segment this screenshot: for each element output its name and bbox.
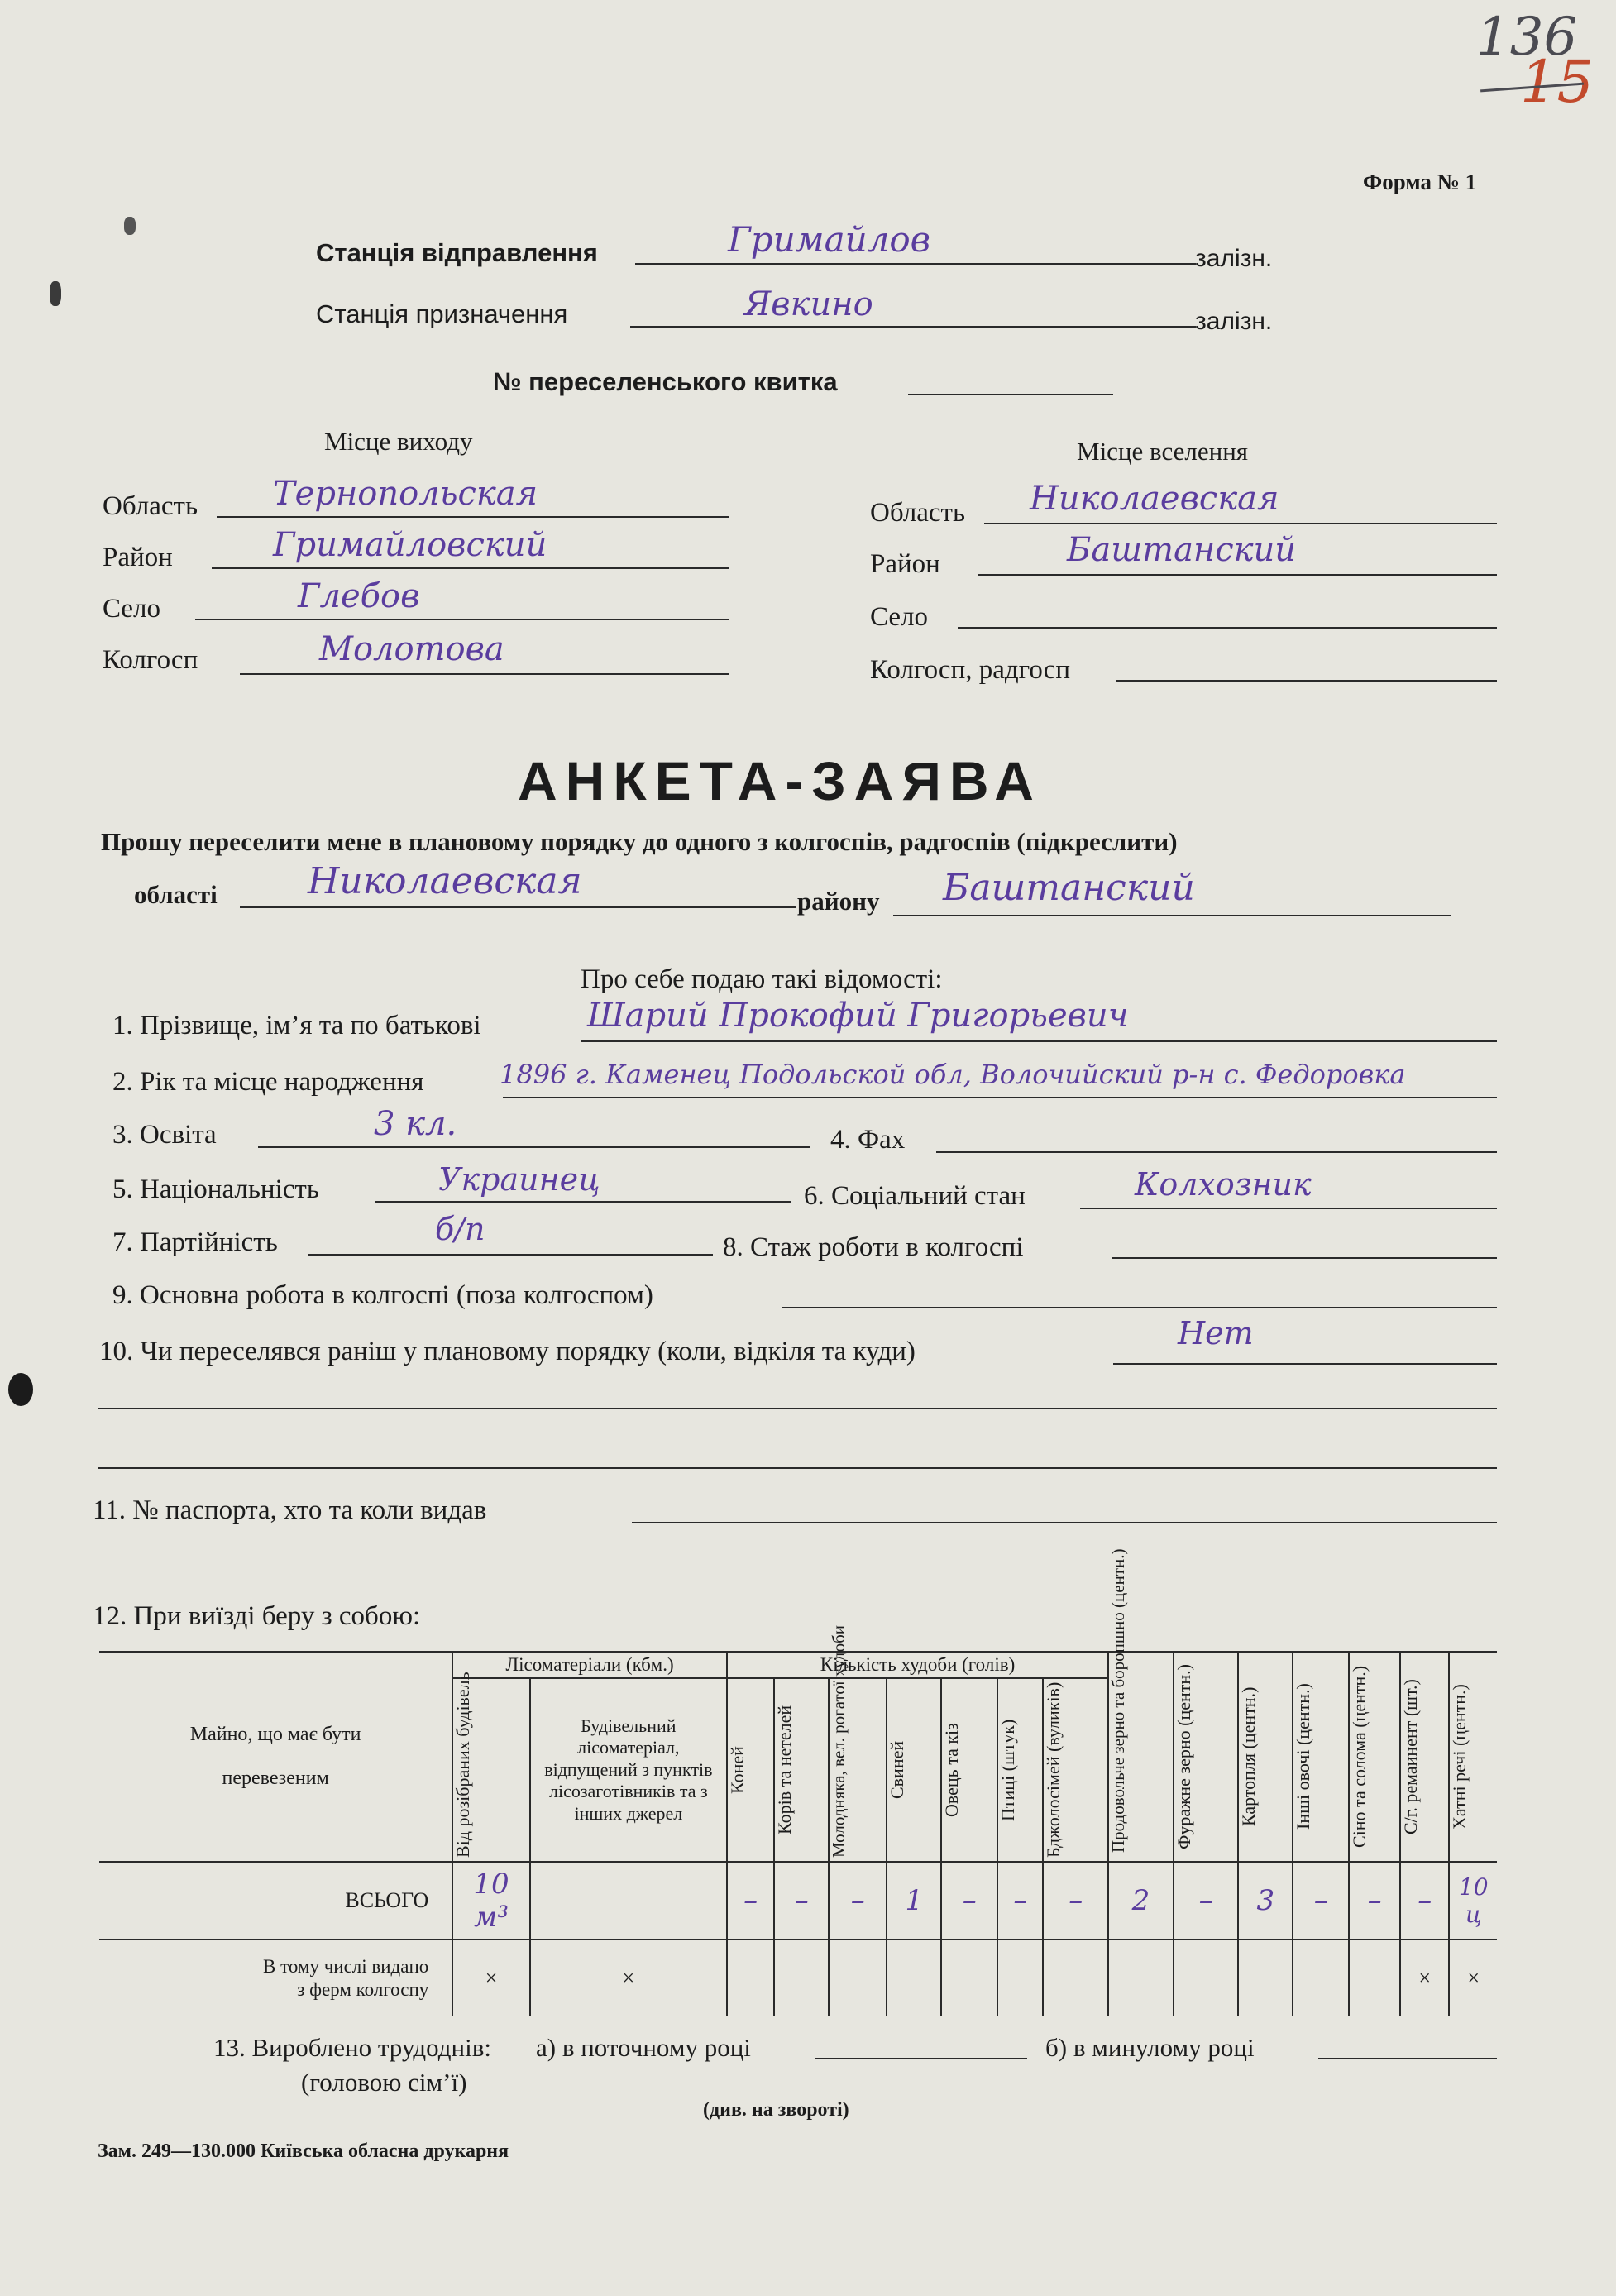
q11-label: 11. № паспорта, хто та коли видав [93, 1495, 487, 1525]
col-grain: Продовольче зерно та боропшно (центн.) [1108, 1652, 1174, 1862]
q3-label: 3. Освіта [112, 1120, 217, 1150]
exit-oblast-line [217, 516, 729, 518]
property-header [99, 1652, 452, 1862]
request-oblast-value: Николаевская [308, 860, 582, 902]
q3-value: 3 кл. [374, 1105, 457, 1143]
col-fodder: Фуражне зерно (центн.) [1174, 1652, 1239, 1862]
archive-page-number: 136 [1476, 7, 1578, 68]
q1-line [581, 1040, 1497, 1042]
col-young-cattle: Молодняка, вел. рогатої худоби [829, 1678, 887, 1862]
property-header-2: перевезеним [222, 1767, 329, 1789]
q13-previous-label: б) в минулому році [1045, 2033, 1255, 2062]
q13-current-line [815, 2058, 1027, 2059]
q9-line [782, 1307, 1497, 1308]
departure-suffix: залізн. [1195, 245, 1273, 272]
total-cell: – [997, 1862, 1043, 1940]
q10-label: 10. Чи переселявся раніш у плановому порядку (коли, відкіля та куди) [99, 1337, 916, 1366]
col-cows: Корів та нетелей [774, 1678, 829, 1862]
settle-oblast-label: Область [870, 498, 966, 528]
total-cell: – [1349, 1862, 1400, 1940]
row-farm-label-2: з ферм колгоспу [297, 1978, 429, 2000]
q8-label: 8. Стаж роботи в колгоспі [723, 1232, 1024, 1262]
table-row-total [99, 1862, 1497, 1940]
departure-line [635, 263, 1196, 265]
farm-cell [1174, 1940, 1239, 2016]
q5-line [375, 1201, 791, 1203]
total-cell: – [829, 1862, 887, 1940]
q6-line [1080, 1208, 1497, 1209]
settle-raion-label: Район [870, 549, 940, 579]
col-bees: Бджолосімей (вуликів) [1043, 1678, 1108, 1862]
ticket-line [908, 394, 1113, 395]
binding-hole-mark [50, 281, 61, 306]
total-cell: 3 [1238, 1862, 1293, 1940]
exit-selo-label: Село [103, 594, 161, 624]
total-cell: – [1293, 1862, 1349, 1940]
exit-kolhosp-value: Молотова [319, 630, 504, 668]
request-raion-line [893, 915, 1451, 916]
total-cell: 1 [887, 1862, 941, 1940]
row-total-label: ВСЬОГО [99, 1862, 452, 1940]
q6-label: 6. Соціальний стан [804, 1181, 1026, 1211]
q1-label: 1. Прізвище, ім’я та по батькові [112, 1011, 481, 1040]
settle-oblast-value: Николаевская [1030, 480, 1279, 518]
col-veg: Інші овочі (центн.) [1293, 1652, 1349, 1862]
farm-cell: × [452, 1940, 530, 2016]
departure-value: Гримайлов [728, 219, 931, 260]
settle-selo-line [958, 627, 1497, 629]
q10-value: Нет [1178, 1315, 1254, 1351]
farm-cell [774, 1940, 829, 2016]
farm-cell [941, 1940, 997, 2016]
exit-kolhosp-label: Колгосп [103, 645, 198, 675]
q7-label: 7. Партійність [112, 1227, 278, 1257]
q10-extra-line-1 [98, 1408, 1497, 1409]
col-lumber-demolished: Від розібраних будівель [452, 1678, 530, 1862]
q10-extra-line-2 [98, 1467, 1497, 1469]
total-cell: – [1174, 1862, 1239, 1940]
farm-cell: × [1400, 1940, 1450, 2016]
exit-selo-line [195, 619, 729, 620]
request-raion-value: Баштанский [943, 867, 1195, 909]
q12-label: 12. При виїзді беру з собою: [93, 1601, 421, 1631]
q6-value: Колхозник [1135, 1166, 1312, 1203]
farm-cell [1238, 1940, 1293, 2016]
total-cell: – [1043, 1862, 1108, 1940]
exit-raion-label: Район [103, 543, 173, 572]
q11-line [632, 1522, 1497, 1523]
q3-line [258, 1146, 810, 1148]
col-sheep: Овець та кіз [941, 1678, 997, 1862]
total-cell [530, 1862, 727, 1940]
binding-hole-mark [124, 217, 136, 235]
exit-kolhosp-line [240, 673, 729, 675]
q7-value: б/п [435, 1211, 485, 1247]
table-row-farm [99, 1940, 1497, 2016]
q7-line [308, 1254, 713, 1256]
q4-line [936, 1151, 1497, 1153]
farm-cell: × [530, 1940, 727, 2016]
col-birds: Птиці (штук) [997, 1678, 1043, 1862]
q5-label: 5. Національність [112, 1174, 319, 1204]
archive-page-number-old: 15 [1520, 48, 1594, 116]
livestock-group-header: Кількість худоби (голів) [727, 1652, 1108, 1678]
exit-raion-line [212, 567, 729, 569]
farm-cell [1108, 1940, 1174, 2016]
exit-oblast-value: Тернопольская [273, 475, 538, 513]
farm-cell: × [1449, 1940, 1497, 2016]
q1-value: Шарий Прокофий Григорьевич [587, 997, 1129, 1035]
form-title: АНКЕТА-ЗАЯВА [518, 750, 1042, 811]
settle-place-title: Місце вселення [1077, 437, 1249, 466]
col-pigs: Свиней [887, 1678, 941, 1862]
q5-value: Украинец [438, 1161, 600, 1198]
q13-current-label: а) в поточному році [536, 2033, 751, 2062]
farm-cell [1043, 1940, 1108, 2016]
settle-raion-line [978, 574, 1497, 576]
total-cell: 10 м³ [452, 1862, 530, 1940]
request-oblast-line [240, 906, 796, 908]
farm-cell [829, 1940, 887, 2016]
q10-line [1113, 1363, 1497, 1365]
q2-label: 2. Рік та місце народження [112, 1067, 424, 1097]
total-cell: – [941, 1862, 997, 1940]
form-number: Форма № 1 [1363, 170, 1477, 194]
exit-selo-value: Глебов [298, 577, 420, 615]
row-farm-label [99, 1940, 452, 2016]
farm-cell [887, 1940, 941, 2016]
total-cell: – [727, 1862, 774, 1940]
settle-kolhosp-line [1116, 680, 1497, 682]
destination-value: Явкино [744, 285, 873, 323]
settle-raion-value: Баштанский [1067, 531, 1297, 569]
destination-suffix: залізн. [1195, 308, 1273, 335]
col-hay: Сіно та солома (центн.) [1349, 1652, 1400, 1862]
col-potato: Картопля (центн.) [1238, 1652, 1293, 1862]
ticket-label: № переселенського квитка [493, 367, 838, 396]
total-cell: 10 ц [1449, 1862, 1497, 1940]
see-reverse-note: (див. на звороті) [703, 2099, 849, 2121]
exit-raion-value: Гримайловский [273, 526, 547, 564]
q13-previous-line [1318, 2058, 1497, 2059]
q8-line [1112, 1257, 1497, 1259]
exit-place-title: Місце виходу [324, 427, 473, 456]
request-raion-label: району [797, 887, 880, 916]
q2-line [503, 1097, 1497, 1098]
destination-label: Станція призначення [316, 299, 568, 328]
col-lumber-building: Будівельний лісоматеріал, відпущений з пунктів лісозаготівників та з інших джерел [530, 1678, 727, 1862]
col-household: Хатні речі (центн.) [1449, 1652, 1497, 1862]
settle-selo-label: Село [870, 602, 929, 632]
binding-hole-mark [8, 1373, 33, 1406]
intro-text: Про себе подаю такі відомості: [581, 964, 943, 994]
col-horses: Коней [727, 1678, 774, 1862]
settle-kolhosp-label: Колгосп, радгосп [870, 655, 1071, 685]
farm-cell [1349, 1940, 1400, 2016]
request-text: Прошу переселити мене в плановому порядку до одного з колгоспів, радгоспів (підкреслити) [101, 827, 1178, 856]
destination-line [630, 326, 1196, 328]
printer-imprint: Зам. 249—130.000 Київська обласна друкарня [98, 2141, 509, 2162]
total-cell: – [774, 1862, 829, 1940]
q2-value: 1896 г. Каменец Подольской обл, Волочийский р-н с. Федоровка [500, 1059, 1406, 1090]
total-cell: 2 [1108, 1862, 1174, 1940]
col-tools: С/г. ремаинент (шт.) [1400, 1652, 1450, 1862]
lumber-group-header: Лісоматеріали (кбм.) [452, 1652, 727, 1678]
request-oblast-label: області [134, 880, 218, 909]
farm-cell [997, 1940, 1043, 2016]
property-header-1: Майно, що має бути [189, 1724, 361, 1745]
q4-label: 4. Фах [830, 1125, 906, 1155]
q13-label: 13. Вироблено трудоднів: [213, 2033, 492, 2062]
departure-label: Станція відправлення [316, 238, 598, 267]
settle-oblast-line [984, 523, 1497, 524]
row-farm-label-1: В тому числі видано [262, 1955, 429, 1977]
q9-label: 9. Основна робота в колгоспі (поза колгоспом) [112, 1280, 653, 1310]
total-cell: – [1400, 1862, 1450, 1940]
exit-oblast-label: Область [103, 491, 198, 521]
farm-cell [727, 1940, 774, 2016]
q13-sub-label: (головою сім’ї) [301, 2068, 467, 2097]
farm-cell [1293, 1940, 1349, 2016]
